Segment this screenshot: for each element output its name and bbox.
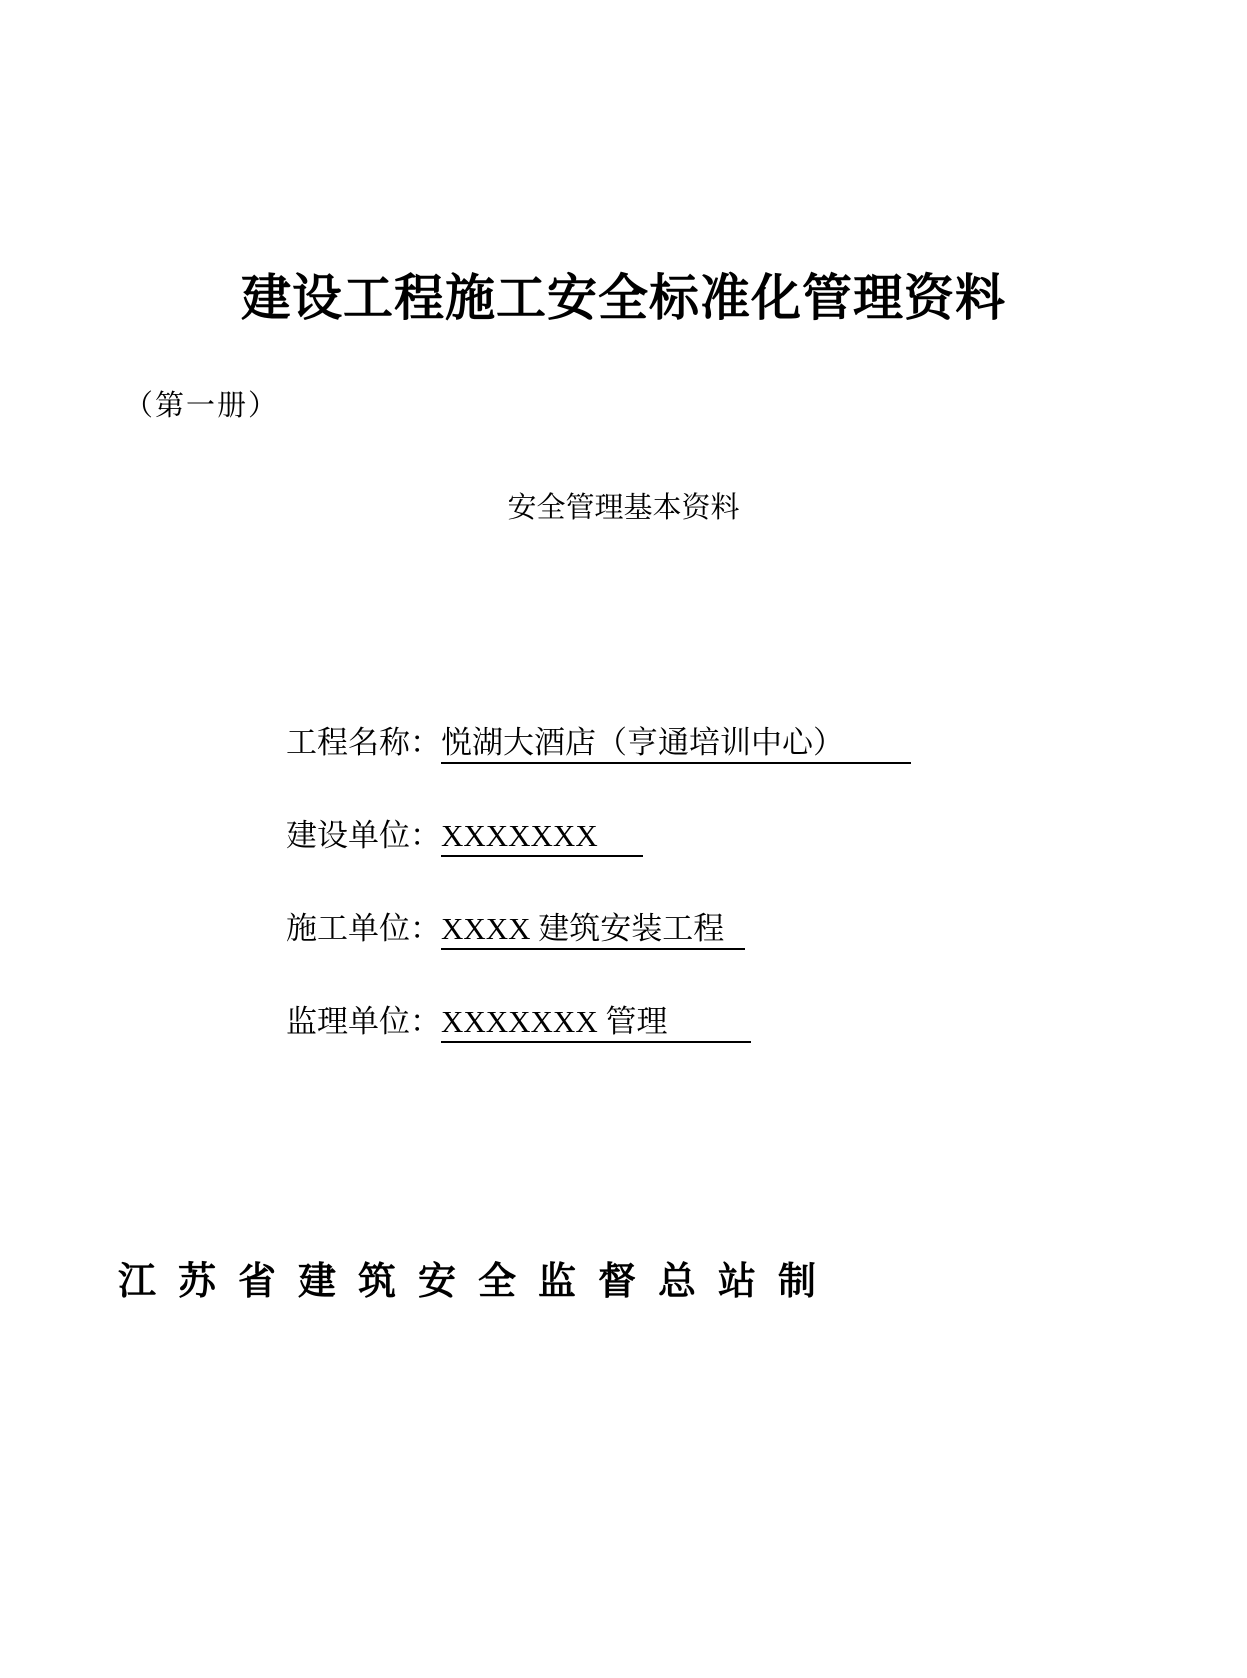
document-subtitle: 安全管理基本资料 xyxy=(507,490,740,524)
document-title: 建设工程施工安全标准化管理资料 xyxy=(241,268,1006,327)
volume-label: （第一册） xyxy=(124,388,280,422)
contractor-unit-row xyxy=(286,910,911,954)
project-info-section xyxy=(286,724,911,1096)
project-name-row xyxy=(286,724,911,768)
supervisor-unit-row xyxy=(286,1003,911,1047)
contractor-unit-value: XXXX 建筑安装工程 xyxy=(441,910,745,950)
owner-unit-value: XXXXXXX xyxy=(441,817,643,857)
contractor-unit-label: 施工单位： xyxy=(286,911,441,946)
supervisor-unit-value: XXXXXXX 管理 xyxy=(441,1003,751,1043)
owner-unit-row xyxy=(286,817,911,861)
project-name-label: 工程名称： xyxy=(286,725,441,760)
issuer-label: 江苏省建筑安全监督总站制 xyxy=(118,1258,839,1303)
project-name-value: 悦湖大酒店（亨通培训中心） xyxy=(441,724,911,764)
supervisor-unit-label: 监理单位： xyxy=(286,1004,441,1039)
owner-unit-label: 建设单位： xyxy=(286,818,441,853)
